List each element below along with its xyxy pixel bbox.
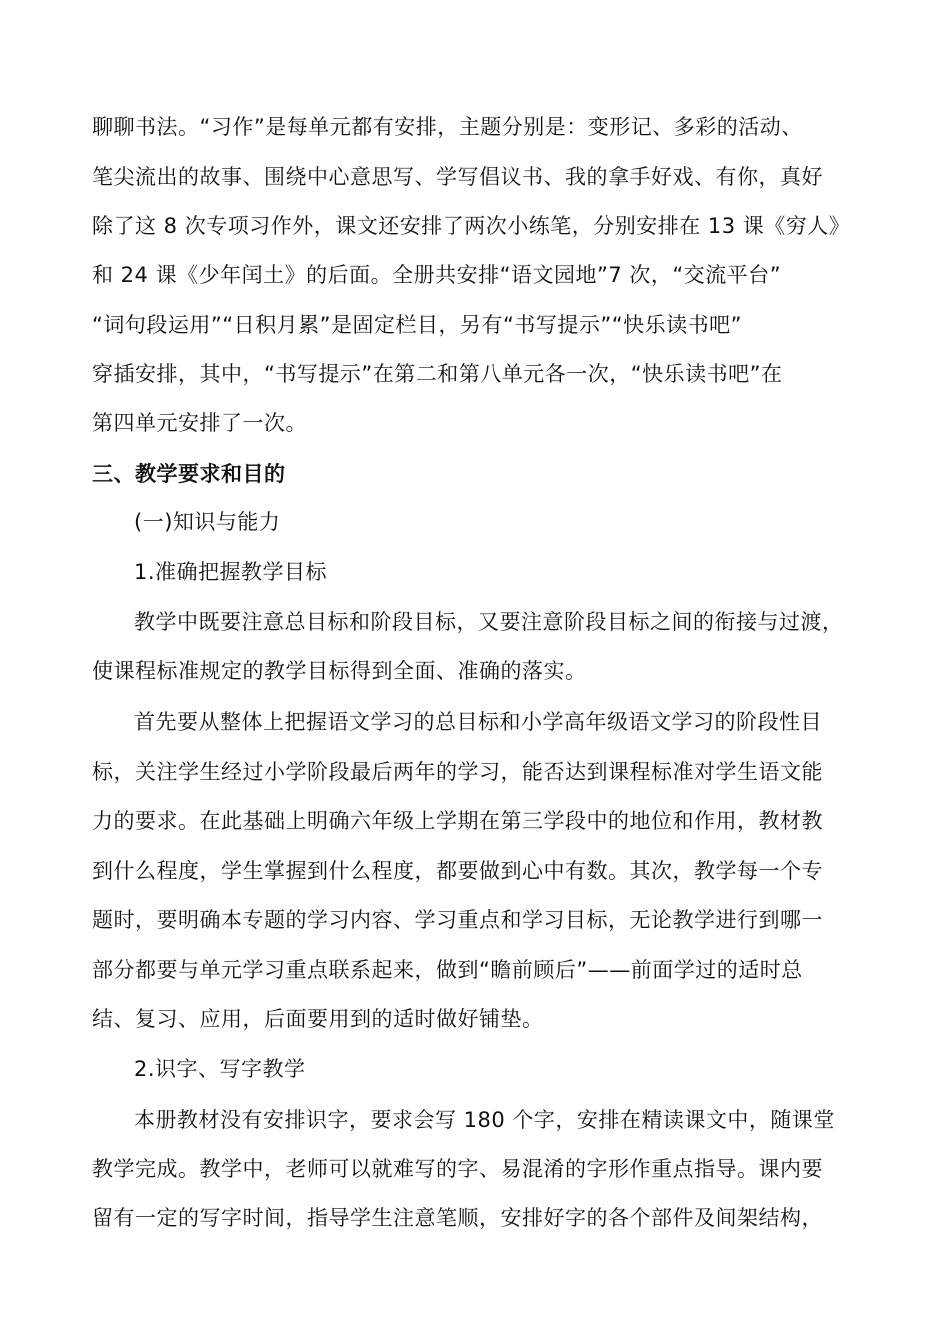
subsection-heading: (一)知识与能力	[134, 510, 281, 534]
section-heading: 三、教学要求和目的	[92, 462, 286, 486]
paragraph-2-line-2: 使课程标准规定的教学目标得到全面、准确的落实。	[92, 659, 587, 683]
paragraph-2-line-1: 教学中既要注意总目标和阶段目标，又要注意阶段目标之间的衔接与过渡，	[134, 610, 844, 634]
paragraph-1-line-6: 穿插安排，其中，“书写提示”在第二和第八单元各一次，“快乐读书吧”在	[92, 362, 783, 386]
paragraph-1-line-7: 第四单元安排了一次。	[92, 411, 307, 435]
paragraph-1-line-4: 和 24 课《少年闰土》的后面。全册共安排“语文园地”7 次，“交流平台”	[92, 263, 782, 287]
paragraph-3-line-1: 首先要从整体上把握语文学习的总目标和小学高年级语文学习的阶段性目	[134, 710, 822, 734]
paragraph-3-line-6: 部分都要与单元学习重点联系起来，做到“瞻前顾后”——前面学过的适时总	[92, 958, 803, 982]
paragraph-1-line-3: 除了这 8 次专项习作外，课文还安排了两次小练笔，分别安排在 13 课《穷人》	[92, 214, 851, 238]
paragraph-1-line-1: 聊聊书法。“习作”是每单元都有安排，主题分别是：变形记、多彩的活动、	[92, 115, 803, 139]
paragraph-3-line-3: 力的要求。在此基础上明确六年级上学期在第三学段中的地位和作用，教材教	[92, 809, 823, 833]
paragraph-4-line-1: 本册教材没有安排识字，要求会写 180 个字，安排在精读课文中，随课堂	[134, 1108, 835, 1132]
paragraph-3-line-5: 题时，要明确本专题的学习内容、学习重点和学习目标，无论教学进行到哪一	[92, 908, 823, 932]
paragraph-4-line-3: 留有一定的写字时间，指导学生注意笔顺，安排好字的各个部件及间架结构，	[92, 1206, 823, 1230]
paragraph-1-line-5: “词句段运用”“日积月累”是固定栏目，另有“书写提示”“快乐读书吧”	[92, 313, 743, 337]
item-1-heading: 1.准确把握教学目标	[134, 560, 328, 584]
paragraph-4-line-2: 教学完成。教学中，老师可以就难写的字、易混淆的字形作重点指导。课内要	[92, 1157, 823, 1181]
paragraph-1-line-2: 笔尖流出的故事、围绕中心意思写、学写倡议书、我的拿手好戏、有你，真好	[92, 165, 823, 189]
item-2-heading: 2.识字、写字教学	[134, 1057, 306, 1081]
paragraph-3-line-4: 到什么程度，学生掌握到什么程度，都要做到心中有数。其次，教学每一个专	[92, 859, 823, 883]
paragraph-3-line-2: 标，关注学生经过小学阶段最后两年的学习，能否达到课程标准对学生语文能	[92, 760, 823, 784]
paragraph-3-line-7: 结、复习、应用，后面要用到的适时做好铺垫。	[92, 1007, 544, 1031]
